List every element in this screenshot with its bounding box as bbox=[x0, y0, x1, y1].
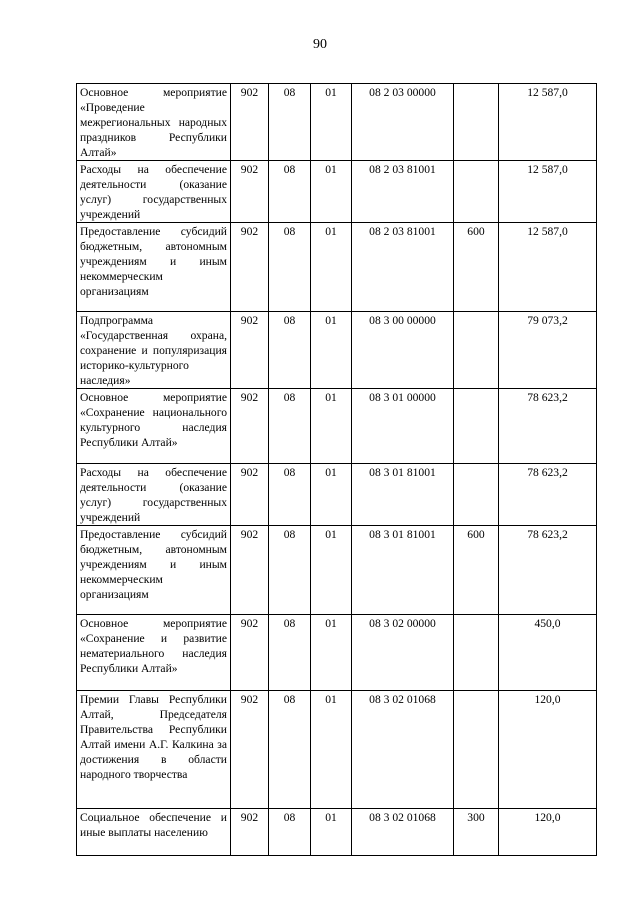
grbs-cell: 902 bbox=[231, 84, 269, 161]
section-cell: 08 bbox=[269, 691, 311, 809]
sum-cell: 79 073,2 bbox=[499, 312, 597, 389]
subsection-cell: 01 bbox=[311, 84, 352, 161]
target-article-cell: 08 3 02 01068 bbox=[352, 691, 454, 809]
row-name-cell: Основное мероприятие «Сохранение национального культурного наследия Республики Алтай» bbox=[77, 389, 231, 464]
row-name-cell: Расходы на обеспечение деятельности (оказание услуг) государственных учреждений bbox=[77, 464, 231, 526]
subsection-cell: 01 bbox=[311, 809, 352, 856]
subsection-cell: 01 bbox=[311, 691, 352, 809]
table-row bbox=[77, 84, 597, 161]
subsection-cell: 01 bbox=[311, 223, 352, 312]
row-name-cell: Основное мероприятие «Проведение межрегиональных народных праздников Республики Алтай» bbox=[77, 84, 231, 161]
section-cell: 08 bbox=[269, 312, 311, 389]
table-row bbox=[77, 223, 597, 312]
target-article-cell: 08 3 02 00000 bbox=[352, 615, 454, 691]
grbs-cell: 902 bbox=[231, 389, 269, 464]
expense-type-cell bbox=[454, 161, 499, 223]
table-row bbox=[77, 389, 597, 464]
row-name-cell: Расходы на обеспечение деятельности (оказание услуг) государственных учреждений bbox=[77, 161, 231, 223]
sum-cell: 12 587,0 bbox=[499, 84, 597, 161]
section-cell: 08 bbox=[269, 615, 311, 691]
target-article-cell: 08 2 03 81001 bbox=[352, 223, 454, 312]
target-article-cell: 08 3 01 81001 bbox=[352, 464, 454, 526]
grbs-cell: 902 bbox=[231, 691, 269, 809]
table-row bbox=[77, 312, 597, 389]
grbs-cell: 902 bbox=[231, 161, 269, 223]
section-cell: 08 bbox=[269, 389, 311, 464]
table-row bbox=[77, 691, 597, 809]
section-cell: 08 bbox=[269, 526, 311, 615]
sum-cell: 120,0 bbox=[499, 809, 597, 856]
section-cell: 08 bbox=[269, 464, 311, 526]
grbs-cell: 902 bbox=[231, 809, 269, 856]
expense-type-cell: 600 bbox=[454, 526, 499, 615]
target-article-cell: 08 3 02 01068 bbox=[352, 809, 454, 856]
target-article-cell: 08 2 03 00000 bbox=[352, 84, 454, 161]
subsection-cell: 01 bbox=[311, 389, 352, 464]
section-cell: 08 bbox=[269, 223, 311, 312]
grbs-cell: 902 bbox=[231, 615, 269, 691]
target-article-cell: 08 3 01 00000 bbox=[352, 389, 454, 464]
expense-type-cell bbox=[454, 615, 499, 691]
expense-type-cell bbox=[454, 312, 499, 389]
row-name-cell: Подпрограмма «Государственная охрана, сохранение и популяризация историко-культурного наследия» bbox=[77, 312, 231, 389]
section-cell: 08 bbox=[269, 161, 311, 223]
grbs-cell: 902 bbox=[231, 223, 269, 312]
sum-cell: 12 587,0 bbox=[499, 223, 597, 312]
grbs-cell: 902 bbox=[231, 526, 269, 615]
table-row bbox=[77, 464, 597, 526]
row-name-cell: Предоставление субсидий бюджетным, автономным учреждениям и иным некоммерческим организациям bbox=[77, 223, 231, 312]
table-row bbox=[77, 809, 597, 856]
row-name-cell: Премии Главы Республики Алтай, Председателя Правительства Республики Алтай имени А.Г. Калкина за достижения в области народного творчества bbox=[77, 691, 231, 809]
table-row bbox=[77, 161, 597, 223]
expense-type-cell bbox=[454, 464, 499, 526]
sum-cell: 78 623,2 bbox=[499, 464, 597, 526]
subsection-cell: 01 bbox=[311, 161, 352, 223]
sum-cell: 120,0 bbox=[499, 691, 597, 809]
target-article-cell: 08 3 00 00000 bbox=[352, 312, 454, 389]
table-row bbox=[77, 615, 597, 691]
sum-cell: 450,0 bbox=[499, 615, 597, 691]
subsection-cell: 01 bbox=[311, 615, 352, 691]
budget-table bbox=[76, 83, 597, 856]
page-number: 90 bbox=[313, 37, 327, 52]
section-cell: 08 bbox=[269, 809, 311, 856]
target-article-cell: 08 2 03 81001 bbox=[352, 161, 454, 223]
sum-cell: 78 623,2 bbox=[499, 526, 597, 615]
expense-type-cell: 600 bbox=[454, 223, 499, 312]
target-article-cell: 08 3 01 81001 bbox=[352, 526, 454, 615]
subsection-cell: 01 bbox=[311, 526, 352, 615]
expense-type-cell bbox=[454, 691, 499, 809]
sum-cell: 12 587,0 bbox=[499, 161, 597, 223]
section-cell: 08 bbox=[269, 84, 311, 161]
grbs-cell: 902 bbox=[231, 464, 269, 526]
expense-type-cell bbox=[454, 389, 499, 464]
expense-type-cell bbox=[454, 84, 499, 161]
table-row bbox=[77, 526, 597, 615]
row-name-cell: Основное мероприятие «Сохранение и развитие нематериального наследия Республики Алтай» bbox=[77, 615, 231, 691]
subsection-cell: 01 bbox=[311, 312, 352, 389]
row-name-cell: Предоставление субсидий бюджетным, автономным учреждениям и иным некоммерческим организациям bbox=[77, 526, 231, 615]
expense-type-cell: 300 bbox=[454, 809, 499, 856]
grbs-cell: 902 bbox=[231, 312, 269, 389]
subsection-cell: 01 bbox=[311, 464, 352, 526]
row-name-cell: Социальное обеспечение и иные выплаты населению bbox=[77, 809, 231, 856]
sum-cell: 78 623,2 bbox=[499, 389, 597, 464]
